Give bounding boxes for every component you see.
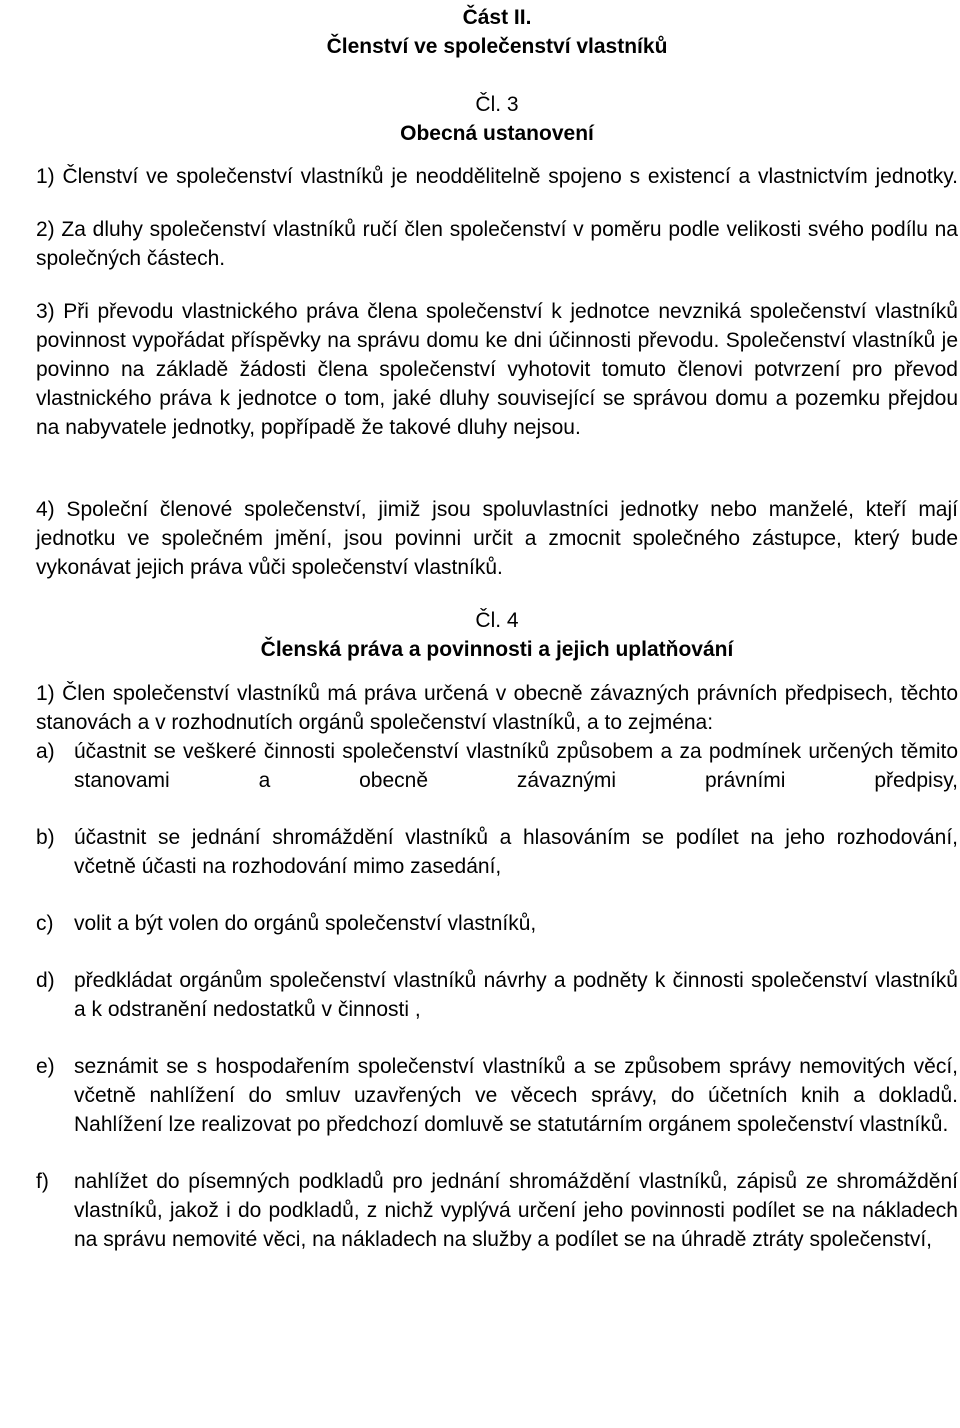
article-3-paragraph-3: 3) Při převodu vlastnického práva člena společenství k jednotce nevzniká společenství vlastníků povinnost vypořádat příspěvky na správu domu ke dni účinnosti převodu. Společenství vlastníků je povinno na základě žádosti člena společenství vyhotovit tomuto členovi potvrzení pro převod vlastnického práva k jednotce o tom, jaké dluhy související se správou domu a pozemku přejdou na nabyvatele jednotky, popřípadě že takové dluhy nejsou. xyxy=(36,300,958,439)
list-item-label: f) xyxy=(36,1170,49,1193)
article-4-intro: 1) Člen společenství vlastníků má práva určená v obecně závazných právních předpisech, těchto stanovách a v rozhodnutích orgánů společenství vlastníků, a to zejména: xyxy=(36,682,958,734)
list-item-text: předkládat orgánům společenství vlastníků návrhy a podněty k činnosti společenství vlastníků a k odstranění nedostatků v činnosti , xyxy=(74,969,958,1021)
list-item-c xyxy=(36,909,958,938)
list-item-a xyxy=(36,737,958,795)
article-4-number: Čl. 4 xyxy=(475,609,519,632)
document-page xyxy=(36,0,958,1254)
article-3-paragraph-2: 2) Za dluhy společenství vlastníků ručí člen společenství v poměru podle velikosti svého podílu na společných částech. xyxy=(36,218,958,270)
list-item-b xyxy=(36,823,958,881)
part-title: Členství ve společenství vlastníků xyxy=(326,35,668,58)
list-item-label: c) xyxy=(36,912,54,935)
list-item-text: účastnit se veškeré činnosti společenství vlastníků způsobem a za podmínek určených těmito stanovami a obecně závaznými právními předpisy, xyxy=(74,740,958,792)
list-item-label: a) xyxy=(36,740,55,763)
article-3-paragraph-1: 1) Členství ve společenství vlastníků je neoddělitelně spojeno s existencí a vlastnictvím jednotky. xyxy=(36,165,958,188)
list-item-text: seznámit se s hospodařením společenství vlastníků a se způsobem správy nemovitých věcí, včetně nahlížení do smluv uzavřených ve věcech správy, do účetních knih a dokladů. Nahlížení lze realizovat po předchozí domluvě se statutárním orgánem společenství vlastníků. xyxy=(74,1055,958,1136)
article-3-title: Obecná ustanovení xyxy=(400,122,594,145)
article-3-paragraph-4: 4) Společní členové společenství, jimiž jsou spoluvlastníci jednotky nebo manželé, kteří mají jednotku ve společném jmění, jsou povinni určit a zmocnit společného zástupce, který bude vykonávat jejich práva vůči společenství vlastníků. xyxy=(36,498,958,579)
article-4-title: Členská práva a povinnosti a jejich uplatňování xyxy=(260,638,734,661)
article-3-number: Čl. 3 xyxy=(475,93,519,116)
list-item-d xyxy=(36,966,958,1024)
list-item-text: volit a být volen do orgánů společenství vlastníků, xyxy=(74,912,537,935)
list-item-label: e) xyxy=(36,1055,55,1078)
list-item-e xyxy=(36,1052,958,1139)
list-item-f xyxy=(36,1167,958,1254)
list-item-text: nahlížet do písemných podkladů pro jednání shromáždění vlastníků, zápisů ze shromáždění vlastníků, jakož i do podkladů, z nichž vyplývá určení jeho povinnosti podílet se na nákladech na správu nemovité věci, na nákladech na služby a podílet se na úhradě ztráty společenství, xyxy=(74,1170,958,1251)
list-item-text: účastnit se jednání shromáždění vlastníků a hlasováním se podílet na jeho rozhodování, včetně účasti na rozhodování mimo zasedání, xyxy=(74,826,958,878)
list-item-label: b) xyxy=(36,826,55,849)
part-label: Část II. xyxy=(462,6,532,29)
list-item-label: d) xyxy=(36,969,55,992)
